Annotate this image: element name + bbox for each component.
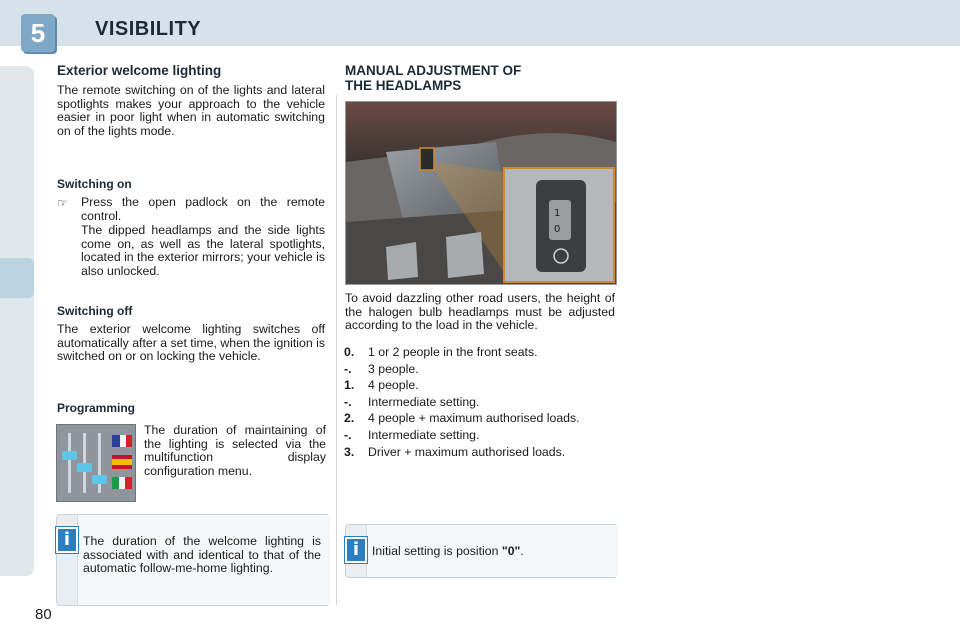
setting-text: 3 people. [368, 361, 419, 376]
switching-on-step: Press the open padlock on the remote control. [81, 195, 325, 223]
headlamp-settings-list [344, 346, 616, 462]
setting-key: -. [344, 394, 352, 409]
list-item [344, 446, 616, 460]
svg-text:1: 1 [554, 208, 561, 219]
setting-key: 2. [344, 411, 355, 426]
svg-text:0: 0 [554, 224, 561, 235]
info-text-bold: "0" [501, 544, 521, 558]
list-item [344, 346, 616, 360]
display-menu-thumbnail [56, 424, 136, 502]
chapter-sidebar [0, 66, 34, 576]
pointing-hand-icon: ☞ [57, 196, 68, 210]
programming-text: The duration of maintaining of the lighting is selected via the multifunction display configuration menu. [144, 423, 326, 478]
setting-text: Intermediate setting. [368, 427, 480, 442]
setting-key: 1. [344, 378, 355, 393]
section-heading-headlamp-adjustment-line2: THE HEADLAMPS [345, 78, 462, 93]
list-item [344, 429, 616, 443]
info-text-before: Initial setting is position [372, 544, 502, 558]
page-title: VISIBILITY [95, 18, 202, 40]
setting-key: -. [344, 361, 352, 376]
list-item [344, 379, 616, 393]
info-icon: i [345, 537, 367, 563]
page-number: 80 [35, 606, 52, 623]
welcome-lighting-intro: The remote switching on of the lights and lateral spotlights makes your approach to the vehicle easier in poor light when in automatic switching on of the lights mode. [57, 83, 325, 138]
list-item [344, 396, 616, 410]
info-icon: i [56, 527, 78, 553]
display-menu-illustration [57, 425, 135, 501]
info-box-welcome-duration [56, 514, 330, 606]
info-box-initial-setting [345, 524, 618, 578]
setting-key: 3. [344, 444, 355, 459]
info-text-welcome-duration: The duration of the welcome lighting is associated with and identical to that of the automatic follow-me-home lighting. [83, 534, 321, 576]
setting-text: Driver + maximum authorised loads. [368, 444, 566, 459]
setting-text: 1 or 2 people in the front seats. [368, 345, 538, 359]
setting-key: 0. [344, 345, 355, 359]
setting-text: 4 people. [368, 378, 419, 393]
setting-text: Intermediate setting. [368, 394, 480, 409]
dashboard-illustration [346, 102, 616, 284]
section-heading-welcome-lighting: Exterior welcome lighting [57, 63, 222, 78]
chapter-sidebar-active-tab [0, 258, 34, 298]
list-item [344, 412, 616, 426]
programming-heading: Programming [57, 401, 136, 415]
switching-off-text: The exterior welcome lighting switches off automatically after a set time, when the ignition is switched on or on locking the vehicle. [57, 322, 325, 364]
info-text-initial-setting [372, 545, 610, 559]
headlamp-adjuster-photo [345, 101, 617, 285]
headlamp-adjustment-intro: To avoid dazzling other road users, the height of the halogen bulb headlamps must be adjusted according to the load in the vehicle. [345, 291, 615, 333]
chapter-number-badge: 5 [21, 14, 55, 52]
setting-text: 4 people + maximum authorised loads. [368, 411, 580, 426]
switching-on-heading: Switching on [57, 177, 132, 191]
switching-off-heading: Switching off [57, 304, 133, 318]
setting-key: -. [344, 427, 352, 442]
section-heading-headlamp-adjustment-line1: MANUAL ADJUSTMENT OF [345, 63, 522, 78]
info-text-after: . [520, 544, 524, 558]
column-divider [336, 95, 337, 605]
switching-on-result: The dipped headlamps and the side lights come on, as well as the lateral spotlights, located in the exterior mirrors; your vehicle is also unlocked. [81, 223, 325, 278]
list-item [344, 363, 616, 377]
